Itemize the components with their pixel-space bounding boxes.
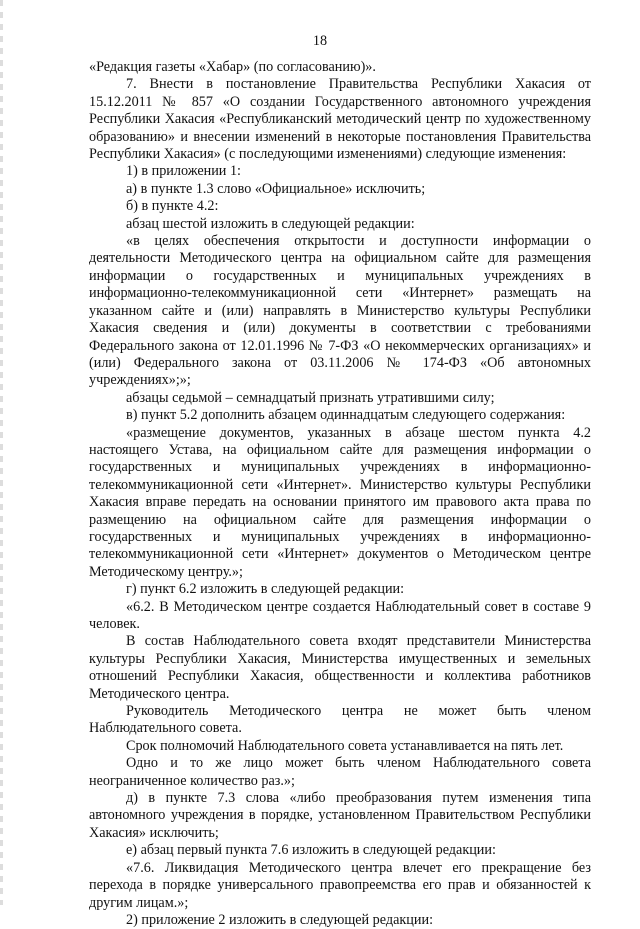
paragraph-p16: д) в пункте 7.3 слова «либо преобразования путем изменения типа автономного учреждения в порядке, установленном Правительством Республики Хакасия» исключить;	[89, 790, 591, 841]
paragraph-p09: «размещение документов, указанных в абзаце шестом пункта 4.2 настоящего Устава, на официальном сайте для размещения информации о государственных и муниципальных учреждениях в информационно-телекоммуникационной сети «Интернет». Министерство культуры Республики Хакасия вправе передать на основании принятого им правового акта права по размещению на официальном сайте для размещения информации о государственных и муниципальных учреждениях в информационно-телекоммуникационной сети «Интернет» документов о Методическом центре Методическому центру.»;	[89, 424, 591, 580]
paragraph-p01: 7. Внести в постановление Правительства Республики Хакасия от 15.12.2011 № 857 «О создании Государственного автономного учреждения Республики Хакасия «Республиканский методический центр по художественному образованию» и внесении изменений в некоторые постановления Правительства Республики Хакасия» (с последующими изменениями) следующие изменения:	[89, 76, 591, 163]
paragraph-p19: 2) приложение 2 изложить в следующей редакции:	[126, 911, 434, 928]
paragraph-p00: «Редакция газеты «Хабар» (по согласованию)».	[89, 59, 376, 75]
paragraph-p06: «в целях обеспечения открытости и доступности информации о деятельности Методического центра на официальном сайте для размещения информации о государственных и муниципальных учреждениях в информационно-телекоммуникационной сети «Интернет» размещать на указанном сайте и (или) направлять в Министерство культуры Республики Хакасия сведения и (или) документы в соответствии с требованиями Федерального закона от 12.01.1996 № 7-ФЗ «О некоммерческих организациях» и (или) Федерального закона от 03.11.2006 № 174-ФЗ «Об автономных учреждениях»;»;	[89, 233, 591, 389]
paragraph-p03: а) в пункте 1.3 слово «Официальное» исключить;	[126, 180, 426, 197]
paragraph-p08: в) пункт 5.2 дополнить абзацем одиннадцатым следующего содержания:	[126, 407, 566, 424]
paragraph-p13: Руководитель Методического центра не может быть членом Наблюдательного совета.	[89, 703, 591, 737]
paragraph-p14: Срок полномочий Наблюдательного совета устанавливается на пять лет.	[126, 737, 564, 754]
page-edge-shadow	[0, 0, 3, 905]
paragraph-p07: абзацы седьмой – семнадцатый признать утратившими силу;	[126, 389, 495, 406]
paragraph-p02: 1) в приложении 1:	[126, 163, 241, 180]
paragraph-p12: В состав Наблюдательного совета входят представители Министерства культуры Республики Хакасия, Министерства имущественных и земельных отношений Республики Хакасия, общественности и коллектива работников Методического центра.	[89, 633, 591, 702]
paragraph-p17: е) абзац первый пункта 7.6 изложить в следующей редакции:	[126, 842, 496, 859]
paragraph-p18: «7.6. Ликвидация Методического центра влечет его прекращение без перехода в порядке универсального правопреемства его прав и обязанностей к другим лицам.»;	[89, 859, 591, 911]
paragraph-p05: абзац шестой изложить в следующей редакции:	[126, 215, 415, 232]
paragraph-p04: б) в пункте 4.2:	[126, 198, 219, 215]
paragraph-p10: г) пункт 6.2 изложить в следующей редакции:	[126, 581, 405, 598]
paragraph-p15: Одно и то же лицо может быть членом Наблюдательного совета неограниченное количество раз.»;	[89, 755, 591, 789]
document-body	[89, 59, 591, 929]
paragraph-p11: «6.2. В Методическом центре создается Наблюдательный совет в составе 9 человек.	[89, 598, 591, 632]
page-number: 18	[312, 33, 328, 49]
